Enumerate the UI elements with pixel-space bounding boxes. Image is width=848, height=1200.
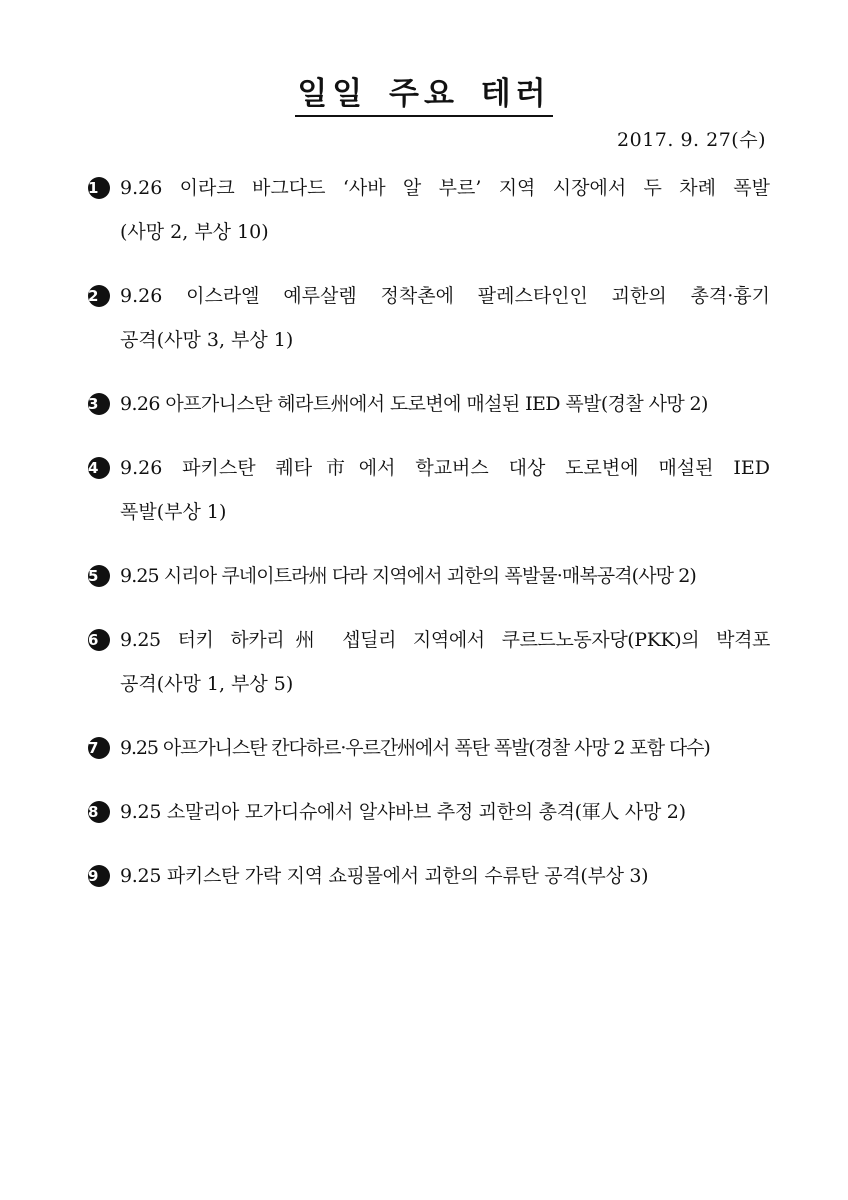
item-number-badge: 4 [88,457,110,479]
item-number-badge: 5 [88,565,110,587]
list-item [88,618,770,706]
list-item [88,790,770,834]
list-item [88,726,770,770]
item-text-line: 9.26 파키스탄 퀘타市에서 학교버스 대상 도로변에 매설된 IED [120,457,770,479]
list-item [88,446,770,534]
item-number-badge: 1 [88,177,110,199]
page-title [0,74,848,117]
report-date: 2017. 9. 27(수) [617,129,766,151]
list-item [88,274,770,362]
list-item [88,382,770,426]
list-item [88,854,770,898]
item-number-badge: 8 [88,801,110,823]
item-text-line: 9.25 파키스탄 가락 지역 쇼핑몰에서 괴한의 수류탄 공격(부상 3) [120,865,649,887]
item-number-badge: 6 [88,629,110,651]
item-text-line: 9.25 소말리아 모가디슈에서 알샤바브 추정 괴한의 총격(軍人 사망 2) [120,801,686,823]
page-title-text: 일일 주요 테러 [295,74,552,117]
incident-list [88,166,770,898]
item-text-line: 9.25 시리아 쿠네이트라州 다라 지역에서 괴한의 폭발물·매복공격(사망 2) [120,565,696,587]
item-text-line: 9.26 이스라엘 예루살렘 정착촌에 팔레스타인인 괴한의 총격·흉기 [120,285,770,307]
item-number-badge: 3 [88,393,110,415]
list-item [88,166,770,254]
item-text-line: 공격(사망 3, 부상 1) [120,329,294,351]
item-number-badge: 2 [88,285,110,307]
item-text-line: 공격(사망 1, 부상 5) [120,673,294,695]
item-text-line: 폭발(부상 1) [120,501,227,523]
item-text-line: 9.25 터키 하카리州 셉딜리 지역에서 쿠르드노동자당(PKK)의 박격포 [120,629,770,651]
item-number-badge: 9 [88,865,110,887]
item-text-line: 9.25 아프가니스탄 칸다하르·우르간州에서 폭탄 폭발(경찰 사망 2 포함 다수) [120,737,710,759]
item-text-line: 9.26 아프가니스탄 헤라트州에서 도로변에 매설된 IED 폭발(경찰 사망 2) [120,393,708,415]
item-number-badge: 7 [88,737,110,759]
item-text-line: 9.26 이라크 바그다드 ‘사바 알 부르’ 지역 시장에서 두 차례 폭발 [120,177,770,199]
item-text-line: (사망 2, 부상 10) [120,221,269,243]
list-item [88,554,770,598]
